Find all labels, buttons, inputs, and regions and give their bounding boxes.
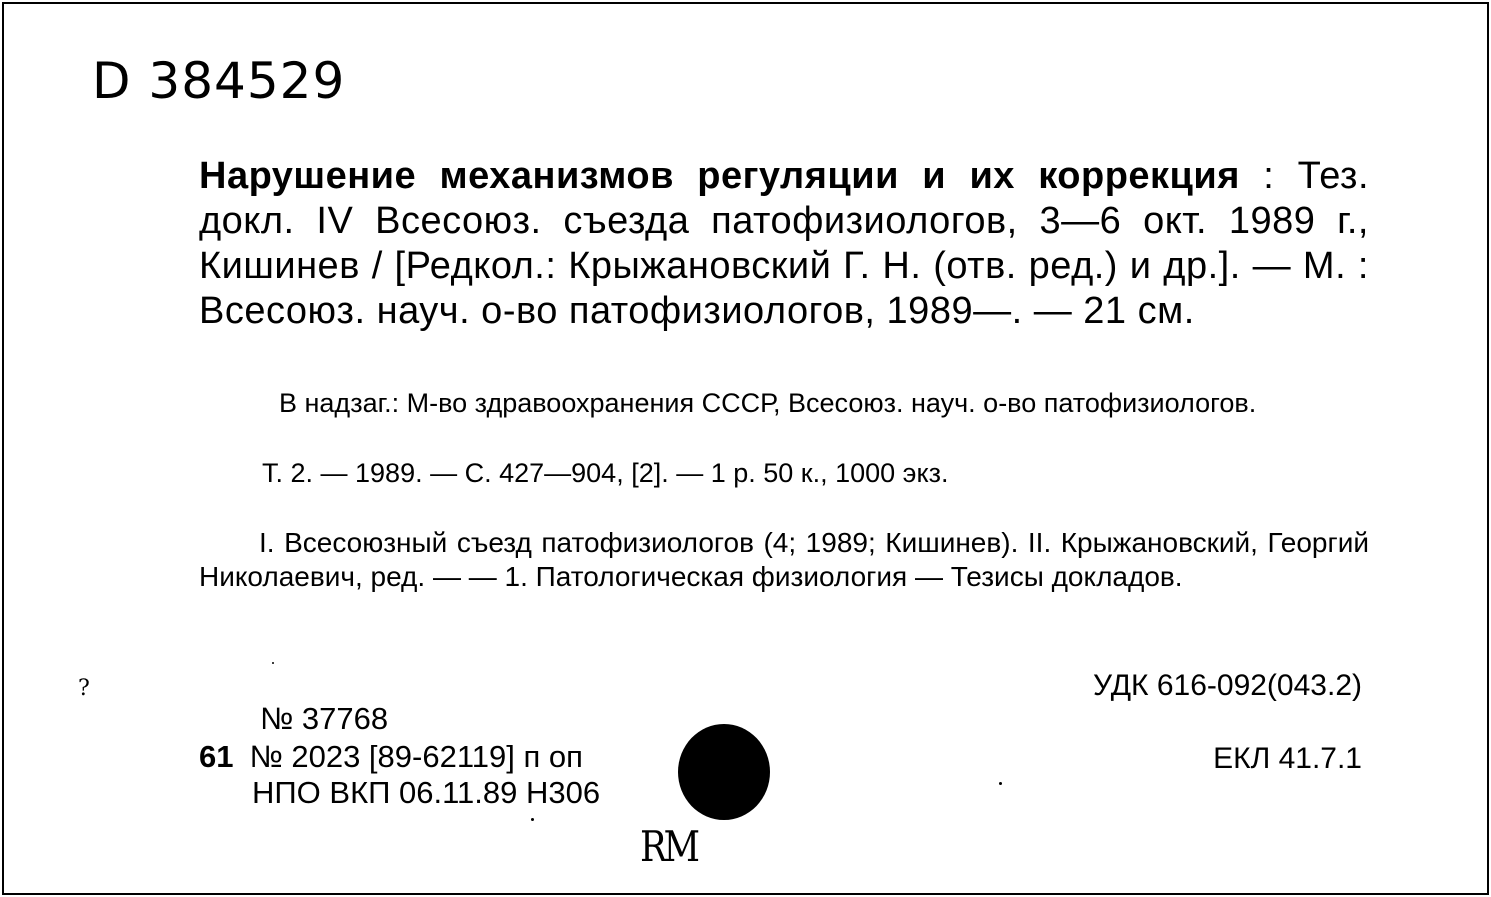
main-entry <box>199 154 1369 334</box>
ink-speck <box>999 782 1002 785</box>
accession-number: № 37768 <box>260 701 389 736</box>
punch-hole <box>678 724 770 820</box>
rm-stamp: RM <box>640 822 697 871</box>
order-line <box>199 739 583 775</box>
entry-body: : Тез. докл. IV Всесоюз. съезда патофизиологов, 3—6 окт. 1989 г., Кишинев / [Редкол.: Крыжановский Г. Н. (отв. ред.) и др.]. — М. : Всесоюз. науч. о-во патофизиологов, 1989—. — 21 см. <box>199 155 1369 332</box>
udc-code: УДК 616-092(043.2) <box>1093 669 1362 702</box>
call-number: D 384529 <box>92 52 346 110</box>
ekl-code: ЕКЛ 41.7.1 <box>1213 742 1362 775</box>
subject-tracings: I. Всесоюзный съезд патофизиологов (4; 1989; Кишинев). II. Крыжановский, Георгий Николаевич, ред. — — 1. Патологическая физиология — Тезисы докладов. <box>199 527 1369 592</box>
order-prefix: 61 <box>199 739 234 774</box>
catalog-card <box>2 2 1489 895</box>
note-volume: Т. 2. — 1989. — С. 427—904, [2]. — 1 р. 50 к., 1000 экз. <box>262 458 949 488</box>
margin-mark: ? <box>78 676 90 701</box>
ink-speck <box>531 818 534 821</box>
printer-line: НПО ВКП 06.11.89 Н306 <box>252 775 601 810</box>
order-number: № 2023 [89-62119] п оп <box>249 739 583 774</box>
entry-title: Нарушение механизмов регуляции и их коррекция <box>199 155 1240 197</box>
note-overhead: В надзаг.: М-во здравоохранения СССР, Всесоюз. науч. о-во патофизиологов. <box>279 388 1257 418</box>
ink-speck <box>272 662 274 664</box>
